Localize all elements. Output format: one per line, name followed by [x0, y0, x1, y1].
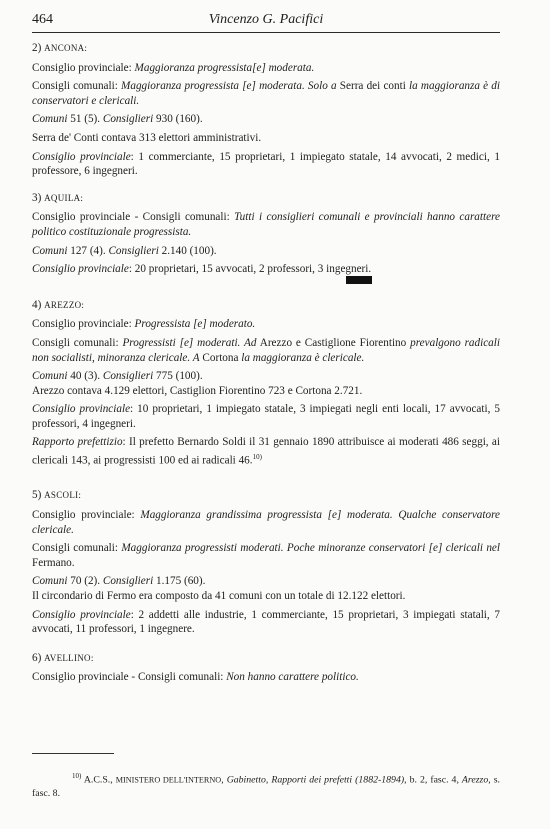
municipal-councils-line: Consigli comunali: Progressisti [e] moderati. Ad Arezzo e Castiglione Fiorentino prevalgono radicali non socialisti, minoranza clericale. A Cortona la maggioranza è clericale.: [32, 336, 500, 364]
section-title: 6) AVELLINO:: [32, 651, 94, 664]
note-line: Arezzo contava 4.129 elettori, Castiglion Fiorentino 723 e Cortona 2.721.: [32, 384, 363, 397]
header-rule: [32, 32, 500, 33]
section-title: 3) AQUILA:: [32, 191, 84, 204]
note-line: Il circondario di Fermo era composto da 41 comuni con un totale di 12.122 elettori.: [32, 589, 406, 602]
section-title: 5) ASCOLI:: [32, 489, 82, 502]
municipal-councils-line: Consigli comunali: Maggioranza progressisti moderati. Poche minoranze conservatori [e] clericali nel Fermano.: [32, 542, 500, 569]
provincial-council-line: Consiglio provinciale: Progressista [e] moderato.: [32, 318, 256, 331]
comuni-line: Comuni 70 (2). Consiglieri 1.175 (60).: [32, 575, 206, 588]
municipal-councils-line: Consigli comunali: Maggioranza progressista [e] moderata. Solo a Serra dei conti la maggioranza è di conservatori e clericali.: [32, 80, 500, 107]
comuni-line: Comuni 40 (3). Consiglieri 775 (100).: [32, 370, 203, 383]
note-line: Serra de' Conti contava 313 elettori amministrativi.: [32, 131, 262, 144]
section-ascoli: [32, 488, 500, 636]
comuni-line: Comuni 51 (5). Consiglieri 930 (160).: [32, 113, 203, 126]
footnote-marker: 10): [72, 772, 82, 780]
councils-line: Consiglio provinciale - Consigli comunali: Tutti i consiglieri comunali e provinciali hanno carattere politico costituzionale progressista.: [32, 211, 500, 238]
section-title: 2) ANCONA:: [32, 42, 88, 54]
page-body: [32, 41, 500, 697]
section-avellino: [32, 651, 500, 685]
page-number: 464: [32, 12, 53, 27]
council-composition-line: Consiglio provinciale: 20 proprietari, 15 avvocati, 2 professori, 3 ingegneri.: [32, 263, 372, 276]
section-title: 4) AREZZO:: [32, 298, 85, 311]
page-header: [32, 10, 500, 32]
councils-line: Consiglio provinciale - Consigli comunali: Non hanno carattere politico.: [32, 671, 359, 684]
council-composition-line: Consiglio provinciale: 10 proprietari, 1 impiegato statale, 3 impiegati negli enti locali, 17 avvocati, 5 professori, 4 ingegneri.: [32, 403, 500, 430]
section-arezzo: [32, 298, 500, 469]
comuni-line: Comuni 127 (4). Consiglieri 2.140 (100).: [32, 244, 217, 257]
footnote-ref[interactable]: 10): [252, 453, 262, 462]
council-composition-line: Consiglio provinciale: 2 addetti alle industrie, 1 commerciante, 15 proprietari, 3 impiegati statali, 7 avvocati, 11 professori, 1 ingegnere.: [32, 608, 500, 636]
provincial-council-line: Consiglio provinciale: Maggioranza progressista[e] moderata.: [32, 61, 315, 74]
prefect-report-line: Rapporto prefettizio: Il prefetto Bernardo Soldi il 31 gennaio 1890 attribuisce ai moderati 486 seggi, ai clericali 143, ai progressisti 100 ed ai radicali 46.$^{10)}$: [32, 436, 500, 467]
redaction-row: [32, 277, 500, 286]
footnote-rule: [32, 753, 114, 754]
council-composition-line: Consiglio provinciale: 1 commerciante, 15 proprietari, 1 impiegato statale, 14 avvocati, 2 medici, 1 professore, 6 ingegneri.: [32, 150, 500, 178]
footnote: $^{10)}$ A.C.S., MINISTERO DELL'INTERNO, Gabinetto, Rapporti dei prefetti (1882-1894), b. 2, fasc. 4, Arezzo, s. fasc. 8.: [32, 772, 500, 799]
running-title: Vincenzo G. Pacifici: [208, 12, 324, 27]
redaction-mark: [346, 276, 372, 284]
section-aquila: [32, 191, 500, 286]
provincial-council-line: Consiglio provinciale: Maggioranza grandissima progressista [e] moderata. Qualche conservatore clericale.: [32, 508, 500, 536]
section-ancona: [32, 41, 500, 179]
